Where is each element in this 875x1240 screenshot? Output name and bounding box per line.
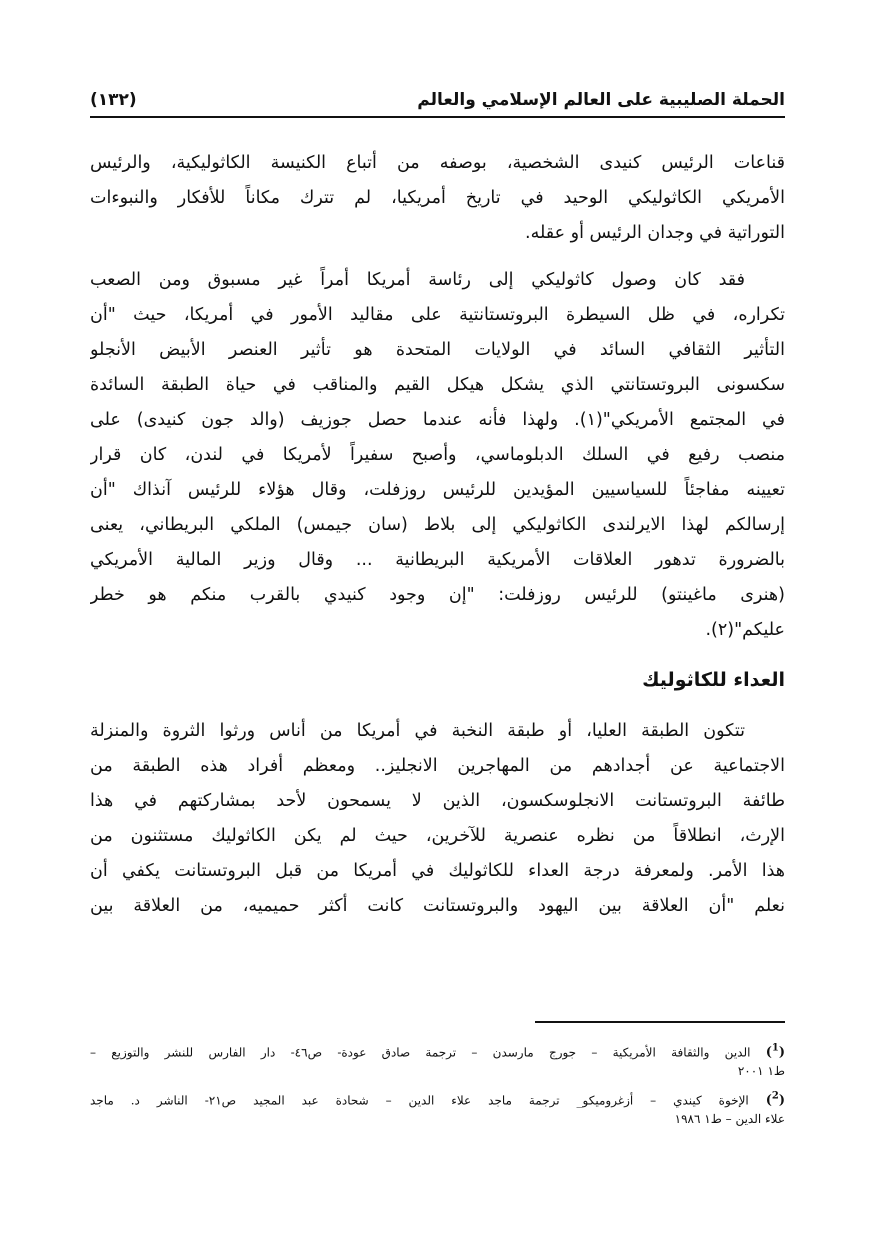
text-line: تعيينه مفاجئاً للسياسيين المؤيدين للرئيس روزفلت، وقال هؤلاء للرئيس آنذاك "أن — [90, 480, 785, 500]
text-line: (هنرى ماغينتو) للرئيس روزفلت: "إن وجود كنيدي بالقرب منكم هو خطر — [90, 585, 785, 605]
footnote-1 — [90, 1038, 785, 1082]
text-line: الإرث، انطلاقاً من نظره عنصرية للآخرين، حيث لم يكن الكاثوليك مستثنون من — [90, 826, 785, 846]
text-line: الاجتماعية عن أجدادهم من المهاجرين الانجليز.. ومعظم أفراد هذه الطبقة من — [90, 756, 785, 776]
text-line: التأثير الثقافي السائد في الولايات المتحدة هو تأثير العنصر الأبيض الأنجلو — [90, 340, 785, 360]
text-line: إرسالكم لهذا الايرلندى الكاثوليكي إلى بلاط (سان جيمس) الملكي البريطاني، يعنى — [90, 515, 785, 535]
paragraph-1 — [90, 146, 785, 251]
paragraph-2 — [90, 263, 785, 648]
footnotes — [90, 1038, 785, 1130]
text-line: التوراتية في وجدان الرئيس أو عقله. — [525, 223, 785, 243]
text-line: تتكون الطبقة العليا، أو طبقة النخبة في أمريكا من أناس ورثوا الثروة والمنزلة — [90, 721, 745, 741]
text-line: بالضرورة تدهور العلاقات الأمريكية البريطانية ... وقال وزير المالية الأمريكي — [90, 550, 785, 570]
footnote-text: ط١ ٢٠٠١ — [737, 1064, 785, 1078]
text-line: سكسونى البروتستانتي الذي يشكل هيكل القيم والمناقب في حياة الطبقة السائدة — [90, 375, 785, 395]
paragraph-3 — [90, 714, 785, 924]
page-header — [90, 84, 785, 118]
text-line: قناعات الرئيس كنيدى الشخصية، بوصفه من أتباع الكنيسة الكاثوليكية، والرئيس — [90, 153, 785, 173]
text-line: الأمريكي الكاثوليكي الوحيد في تاريخ أمريكيا، لم تترك مكاناً للأفكار والنبوءات — [90, 188, 785, 208]
footnote-text: الدين والثقافة الأمريكية – جورج مارسدن – ترجمة صادق عودة- ص٤٦- دار الفارس للنشر والتوزيع – — [90, 1045, 751, 1060]
footnote-2 — [90, 1086, 785, 1130]
section-heading: العداء للكاثوليك — [642, 669, 785, 691]
text-line: منصب رفيع في السلك الدبلوماسي، وأصبح سفيراً لأمريكا في لندن، كان قرار — [90, 445, 785, 465]
footnote-text: علاء الدين – ط١ ١٩٨٦ — [674, 1112, 785, 1126]
text-line: تكراره، في ظل السيطرة البروتستانتية على مقاليد الأمور في أمريكا، حيث "أن — [90, 305, 785, 325]
text-line: فقد كان وصول كاثوليكي إلى رئاسة أمريكا أمراً غير مسبوق ومن الصعب — [90, 270, 745, 290]
text-line: في المجتمع الأمريكي"(١). ولهذا فأنه عندما حصل جوزيف (والد جون كنيدى) على — [90, 410, 785, 430]
footnote-marker: ($^1$) — [765, 1043, 785, 1061]
text-line: عليكم"(٢). — [705, 620, 785, 640]
footnote-divider — [535, 1021, 785, 1023]
text-line: هذا الأمر. ولمعرفة درجة العداء للكاثوليك في أمريكا من قبل البروتستانت يكفي أن — [90, 861, 785, 881]
page-body — [90, 146, 785, 936]
footnote-text: الإخوة كيندي – أزغروميكو_ ترجمة ماجد علاء الدين – شحادة عبد المجيد ص٢١- الناشر د. ماجد — [90, 1093, 749, 1108]
footnote-marker: ($^2$) — [765, 1091, 785, 1109]
running-title: الحملة الصليبية على العالم الإسلامي والعالم — [417, 90, 785, 110]
text-line: طائفة البروتستانت الانجلوسكسون، الذين لا يسمحون لأحد بمشاركتهم في هذا — [90, 791, 785, 811]
page-number: (١٣٢) — [90, 90, 137, 110]
text-line: نعلم "أن العلاقة بين اليهود والبروتستانت كانت أكثر حميميه، من العلاقة بين — [90, 896, 785, 916]
